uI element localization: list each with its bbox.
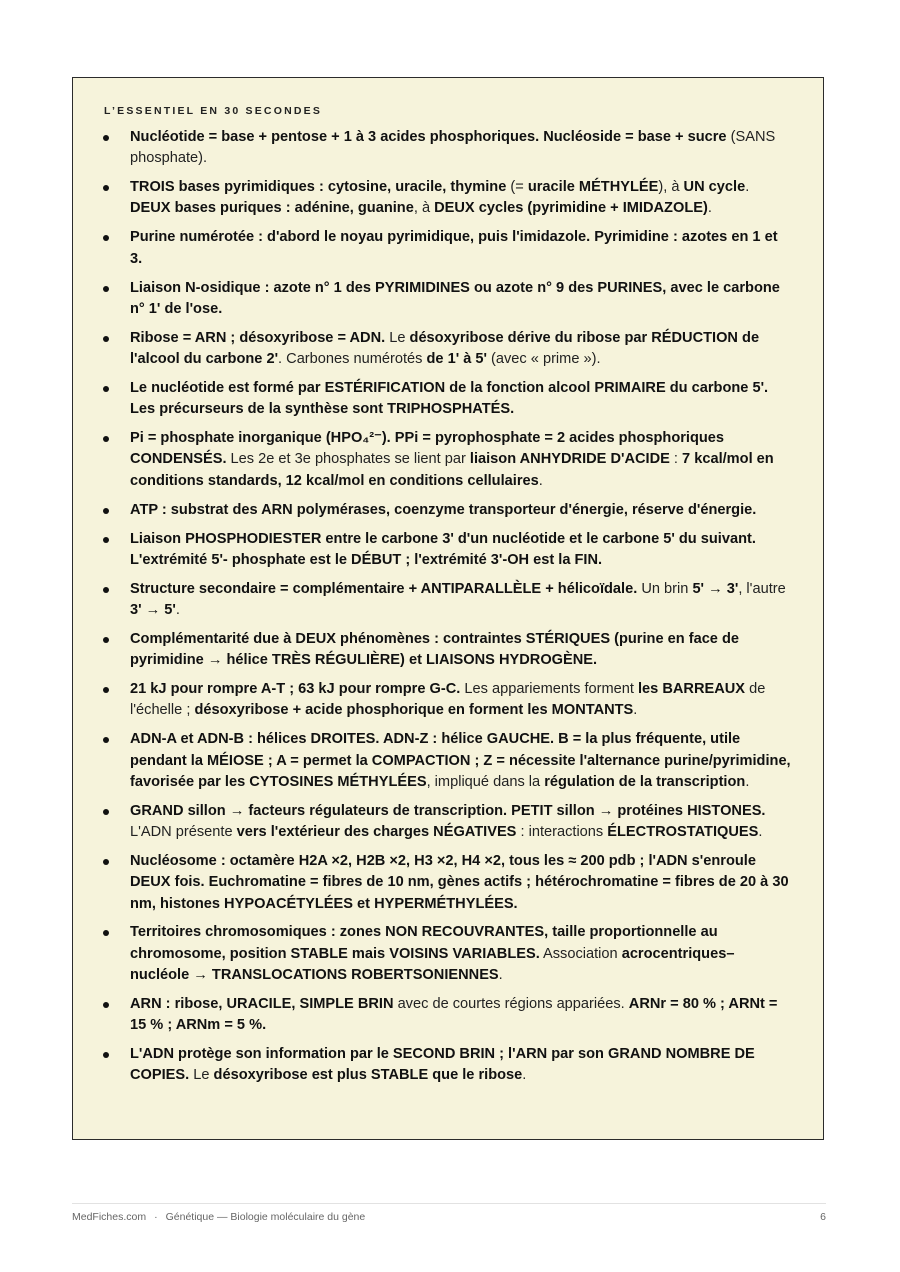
item-text: , l'autre — [738, 580, 786, 597]
item-text: , impliqué dans la — [426, 773, 545, 790]
footer-separator: · — [154, 1211, 158, 1223]
item-text: . — [633, 702, 638, 719]
item-text: . — [538, 472, 543, 489]
item-text: Le — [385, 329, 410, 346]
item-text-bold: DEUX bases puriques : adénine, guanine — [130, 200, 414, 217]
item-text-bold: ÉLECTROSTATIQUES — [607, 824, 759, 841]
bullet-icon — [103, 930, 109, 936]
item-text-bold: 7 kcal/mol en conditions standards, 12 kcal/mol en conditions cellulaires — [130, 451, 774, 489]
summary-item — [101, 801, 793, 844]
summary-item — [101, 529, 793, 572]
bullet-icon — [103, 386, 109, 392]
bullet-icon — [103, 1052, 109, 1058]
footer-site: MedFiches.com — [72, 1211, 147, 1223]
bullet-icon — [103, 235, 109, 241]
item-text-bold: Le nucléotide est formé par ESTÉRIFICATION de la fonction alcool PRIMAIRE du carbone 5'. Les précurseurs de la synthèse sont TRIPHOSPHATÉS. — [130, 379, 769, 418]
item-text: avec de courtes régions appariées. — [393, 995, 629, 1012]
summary-item — [101, 278, 793, 321]
item-text-bold: régulation de la transcription — [544, 773, 746, 790]
item-text-bold: Structure secondaire = complémentaire + ANTIPARALLÈLE + hélicoïdale. — [130, 580, 638, 597]
item-text: . — [175, 601, 180, 618]
item-text-bold: Ribose = ARN ; désoxyribose = ADN. — [130, 329, 386, 346]
summary-item — [101, 679, 793, 722]
footer-left — [72, 1211, 365, 1223]
bullet-icon — [103, 1002, 109, 1008]
item-text-bold: TROIS bases pyrimidiques : cytosine, uracile, thymine — [130, 179, 507, 196]
item-text-bold: les BARREAUX — [637, 681, 746, 698]
summary-box — [72, 77, 824, 1140]
item-text: . — [498, 967, 503, 983]
bullet-icon — [103, 687, 109, 693]
item-text-bold: uracile MÉTHYLÉE — [527, 179, 659, 196]
item-text-bold: Nucléotide = base + pentose + 1 à 3 acides phosphoriques. Nucléoside = base + sucre — [130, 129, 727, 145]
footer-course: Génétique — Biologie moléculaire du gène — [165, 1211, 366, 1223]
item-text-bold: désoxyribose dérive du ribose par RÉDUCTION de l'alcool du carbone 2' — [130, 329, 760, 368]
summary-kicker: L’ESSENTIEL EN 30 SECONDES — [104, 105, 323, 117]
item-text-bold: GRAND sillon → facteurs régulateurs de transcription. PETIT sillon → protéines HISTONES. — [130, 802, 766, 819]
item-text: Le — [189, 1067, 214, 1084]
item-text-bold: L'ADN protège son information par le SECOND BRIN ; l'ARN par son GRAND NOMBRE DE COPIES. — [130, 1046, 755, 1084]
item-text-bold: Complémentarité due à DEUX phénomènes : contraintes STÉRIQUES (purine en face de pyrimidine → hélice TRÈS RÉGULIÈRE) et LIAISONS HYDROGÈNE. — [130, 630, 740, 669]
bullet-icon — [103, 185, 109, 191]
item-text: (SANS phosphate). — [130, 129, 776, 167]
summary-item — [101, 579, 793, 622]
bullet-icon — [103, 508, 109, 514]
item-text-bold: Purine numérotée : d'abord le noyau pyrimidique, puis l'imidazole. Pyrimidine : azotes en 1 et 3. — [130, 229, 778, 267]
item-text-bold: DEUX cycles (pyrimidine + IMIDAZOLE) — [434, 200, 708, 217]
item-text-bold: acrocentriques–nucléole → TRANSLOCATIONS ROBERTSONIENNES — [130, 945, 735, 983]
bullet-icon — [103, 436, 109, 442]
summary-item — [101, 629, 793, 672]
summary-item — [101, 922, 793, 986]
bullet-icon — [103, 537, 109, 543]
item-text: L'ADN présente — [130, 824, 237, 841]
item-text-bold: Liaison PHOSPHODIESTER entre le carbone 3' d'un nucléotide et le carbone 5' du suivant. L'extrémité 5'- phosphate est le DÉBUT ; l'extrémité 3'-OH est la FIN. — [130, 530, 756, 568]
item-text-bold: liaison ANHYDRIDE D'ACIDE — [469, 451, 670, 468]
summary-item — [101, 1044, 793, 1087]
item-text: Les appariements forment — [460, 681, 638, 698]
summary-item — [101, 227, 793, 270]
bullet-icon — [103, 637, 109, 643]
item-text-bold: ARN : ribose, URACILE, SIMPLE BRIN — [130, 995, 394, 1012]
item-text-bold: désoxyribose est plus STABLE que le ribose — [213, 1067, 523, 1084]
item-text-bold: 3' → 5' — [130, 601, 176, 618]
item-text: (avec « prime »). — [486, 351, 601, 368]
item-text-bold: UN cycle — [683, 179, 746, 196]
item-text-bold: désoxyribose + acide phosphorique en forment les MONTANTS — [194, 702, 634, 719]
item-text-bold: 21 kJ pour rompre A-T ; 63 kJ pour rompre G-C. — [130, 681, 461, 698]
page-number: 6 — [820, 1211, 826, 1223]
bullet-icon — [103, 286, 109, 292]
item-text-bold: ARNr = 80 % ; ARNt = 15 % ; ARNm = 5 %. — [130, 995, 778, 1034]
summary-list — [101, 127, 793, 1087]
item-text: . — [707, 200, 712, 217]
summary-item — [101, 428, 793, 492]
item-text-bold: Nucléosome : octamère H2A ×2, H2B ×2, H3 ×2, H4 ×2, tous les ≈ 200 pdb ; l'ADN s'enroule DEUX fois. Euchromatine = fibres de 10 nm, gènes actifs ; hétérochromatine = fibres de 20 à 30 nm, histones HYPOACÉTYLÉES et HYPERMÉTHYLÉES. — [130, 852, 789, 912]
summary-item — [101, 127, 793, 170]
item-text: Un brin — [637, 580, 693, 597]
item-text-bold: de 1' à 5' — [426, 351, 487, 368]
item-text: . — [522, 1067, 527, 1084]
item-text: Les 2e et 3e phosphates se lient par — [226, 451, 470, 468]
summary-item — [101, 328, 793, 371]
summary-item — [101, 500, 793, 521]
item-text: : interactions — [516, 824, 608, 841]
summary-item — [101, 994, 793, 1037]
bullet-icon — [103, 737, 109, 743]
item-text: (= — [506, 179, 528, 196]
item-text-bold: vers l'extérieur des charges NÉGATIVES — [236, 824, 517, 841]
item-text-bold: Territoires chromosomiques : zones NON RECOUVRANTES, taille proportionnelle au chromosome, position STABLE mais VOISINS VARIABLES. — [130, 924, 718, 962]
item-text: Association — [539, 945, 622, 962]
item-text: . — [745, 179, 750, 196]
item-text: ), à — [658, 179, 684, 196]
bullet-icon — [103, 336, 109, 342]
item-text: : — [669, 451, 683, 468]
bullet-icon — [103, 587, 109, 593]
item-text: . Carbones numérotés — [278, 351, 427, 368]
page-footer — [72, 1203, 826, 1223]
summary-item — [101, 729, 793, 793]
summary-item — [101, 177, 793, 220]
item-text: , à — [413, 200, 435, 217]
item-text-bold: ATP : substrat des ARN polymérases, coenzyme transporteur d'énergie, réserve d'énergie. — [130, 501, 757, 518]
item-text-bold: Liaison N-osidique : azote n° 1 des PYRIMIDINES ou azote n° 9 des PURINES, avec le carbone n° 1' de l'ose. — [130, 279, 780, 317]
bullet-icon — [103, 809, 109, 815]
item-text-bold: Pi = phosphate inorganique (HPO₄²⁻). PPi = pyrophosphate = 2 acides phosphoriques CONDENSÉS. — [130, 430, 725, 468]
bullet-icon — [103, 859, 109, 865]
item-text-bold: 5' → 3' — [692, 580, 739, 597]
summary-item — [101, 851, 793, 915]
item-text-bold: ADN-A et ADN-B : hélices DROITES. ADN-Z : hélice GAUCHE. B = la plus fréquente, utile pendant la MÉIOSE ; A = permet la COMPACTION ; Z = nécessite l'alternance purine/pyrimidine, favorisée par les CYTOSINES MÉTHYLÉES — [130, 731, 791, 790]
summary-item — [101, 378, 793, 421]
item-text: . — [745, 773, 750, 790]
bullet-icon — [103, 135, 109, 141]
item-text: . — [758, 824, 763, 841]
item-text: de l'échelle ; — [130, 681, 766, 719]
